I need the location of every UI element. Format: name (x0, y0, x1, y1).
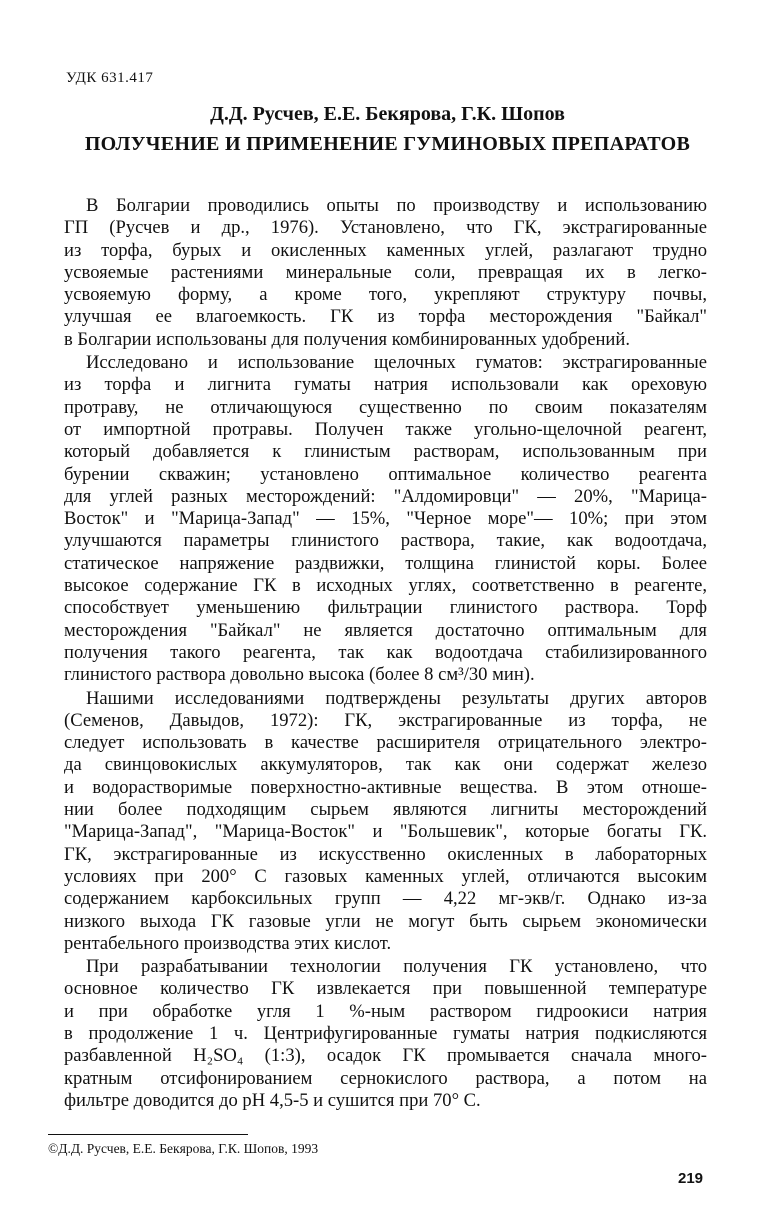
text-line: (Семенов, Давыдов, 1972): ГК, экстрагированные из торфа, не (64, 709, 707, 731)
text-line: разбавленной H₂SO₄ (1:3), осадок ГК промывается сначала много- (64, 1045, 707, 1067)
text-line: ГК, экстрагированные из искусственно окисленных в лабораторных (64, 843, 707, 865)
text-line: протраву, не отличающуюся существенно по своим показателям (64, 396, 707, 418)
text-line: В Болгарии проводились опыты по производству и использованию (86, 195, 707, 216)
text-line: содержанием карбоксильных групп — 4,22 мг-экв/г. Однако из-за (64, 888, 707, 910)
text-line: ГП (Русчев и др., 1976). Установлено, что ГК, экстрагированные (64, 217, 707, 239)
text-line: в Болгарии использованы для получения комбинированных удобрений. (64, 328, 630, 350)
text-line: из торфа и лигнита гуматы натрия использовали как ореховую (64, 374, 707, 396)
text-line: и водорастворимые поверхностно-активные вещества. В этом отноше- (64, 776, 707, 798)
text-line: из торфа, бурых и окисленных каменных углей, разлагают трудно (64, 239, 707, 261)
text-line: для углей разных месторождений: "Алдомировци" — 20%, "Марица- (64, 485, 707, 507)
text-line: получения такого реагента, так как водоотдача стабилизированного (64, 641, 707, 663)
text-line: следует использовать в качестве расширителя отрицательного электро- (64, 732, 707, 754)
text-line: фильтре доводится до pH 4,5-5 и сушится при 70° С. (64, 1089, 481, 1111)
paragraph-2 (64, 352, 707, 686)
text-line: способствует уменьшению фильтрации глинистого раствора. Торф (64, 597, 707, 619)
text-line: нии более подходящим сырьем являются лигниты месторождений (64, 799, 707, 821)
page-number: 219 (678, 1170, 704, 1187)
text-line: кратным отсифонированием сернокислого раствора, а потом на (64, 1067, 707, 1089)
text-line: низкого выхода ГК газовые угли не могут быть сырьем экономически (64, 910, 707, 932)
text-line: в продолжение 1 ч. Центрифугированные гуматы натрия подкисляются (64, 1022, 707, 1044)
text-line: усвояемую форму, а кроме того, укрепляют структуру почвы, (64, 284, 707, 306)
text-line: статическое напряжение раздвижки, толщина глинистой коры. Более (64, 552, 707, 574)
text-line: рентабельного производства этих кислот. (64, 932, 392, 954)
text-line: и при обработке угля 1 %-ным раствором гидроокиси натрия (64, 1000, 707, 1022)
text-line: основное количество ГК извлекается при повышенной температуре (64, 978, 707, 1000)
article-title: ПОЛУЧЕНИЕ И ПРИМЕНЕНИЕ ГУМИНОВЫХ ПРЕПАРАТОВ (84, 133, 691, 155)
text-line: бурении скважин; установлено оптимальное количество реагента (64, 463, 707, 485)
text-line: усвояемые растениями минеральные соли, превращая их в легко- (64, 261, 707, 283)
text-line: Нашими исследованиями подтверждены результаты других авторов (86, 687, 707, 709)
text-line: месторождения "Байкал" не является достаточно оптимальным для (64, 619, 707, 641)
article-body (64, 195, 707, 1113)
text-line: который добавляется к глинистым растворам, использованным при (64, 441, 707, 463)
text-line: улучшая ее влагоемкость. ГК из торфа месторождения "Байкал" (64, 306, 707, 328)
footnote-divider (48, 1134, 248, 1135)
text-line: условиях при 200° С газовых каменных углей, отличаются высоким (64, 865, 707, 887)
text-line: от импортной протравы. Получен также угольно-щелочной реагент, (64, 418, 707, 440)
text-line: глинистого раствора довольно высока (более 8 см³/30 мин). (64, 664, 535, 686)
text-line: "Марица-Запад", "Марица-Восток" и "Большевик", которые богаты ГК. (64, 821, 707, 843)
text-line: Восток" и "Марица-Запад" — 15%, "Черное море"— 10%; при этом (64, 508, 707, 530)
copyright-notice: ©Д.Д. Русчев, Е.Е. Бекярова, Г.К. Шопов, 1993 (48, 1141, 319, 1156)
text-line: высокое содержание ГК в исходных углях, соответственно в реагенте, (64, 575, 707, 597)
text-line: При разрабатывании технологии получения ГК установлено, что (86, 956, 707, 978)
text-line: улучшаются параметры глинистого раствора, такие, как водоотдача, (64, 530, 707, 552)
paragraph-4 (64, 956, 707, 1112)
text-line: Исследовано и использование щелочных гуматов: экстрагированные (86, 352, 707, 374)
paragraph-3 (64, 688, 707, 956)
text-line: да свинцовокислых аккумуляторов, так как они содержат железо (64, 754, 707, 776)
article-authors: Д.Д. Русчев, Е.Е. Бекярова, Г.К. Шопов (210, 103, 565, 125)
udk-code: УДК 631.417 (66, 70, 154, 86)
paragraph-1 (64, 195, 707, 351)
